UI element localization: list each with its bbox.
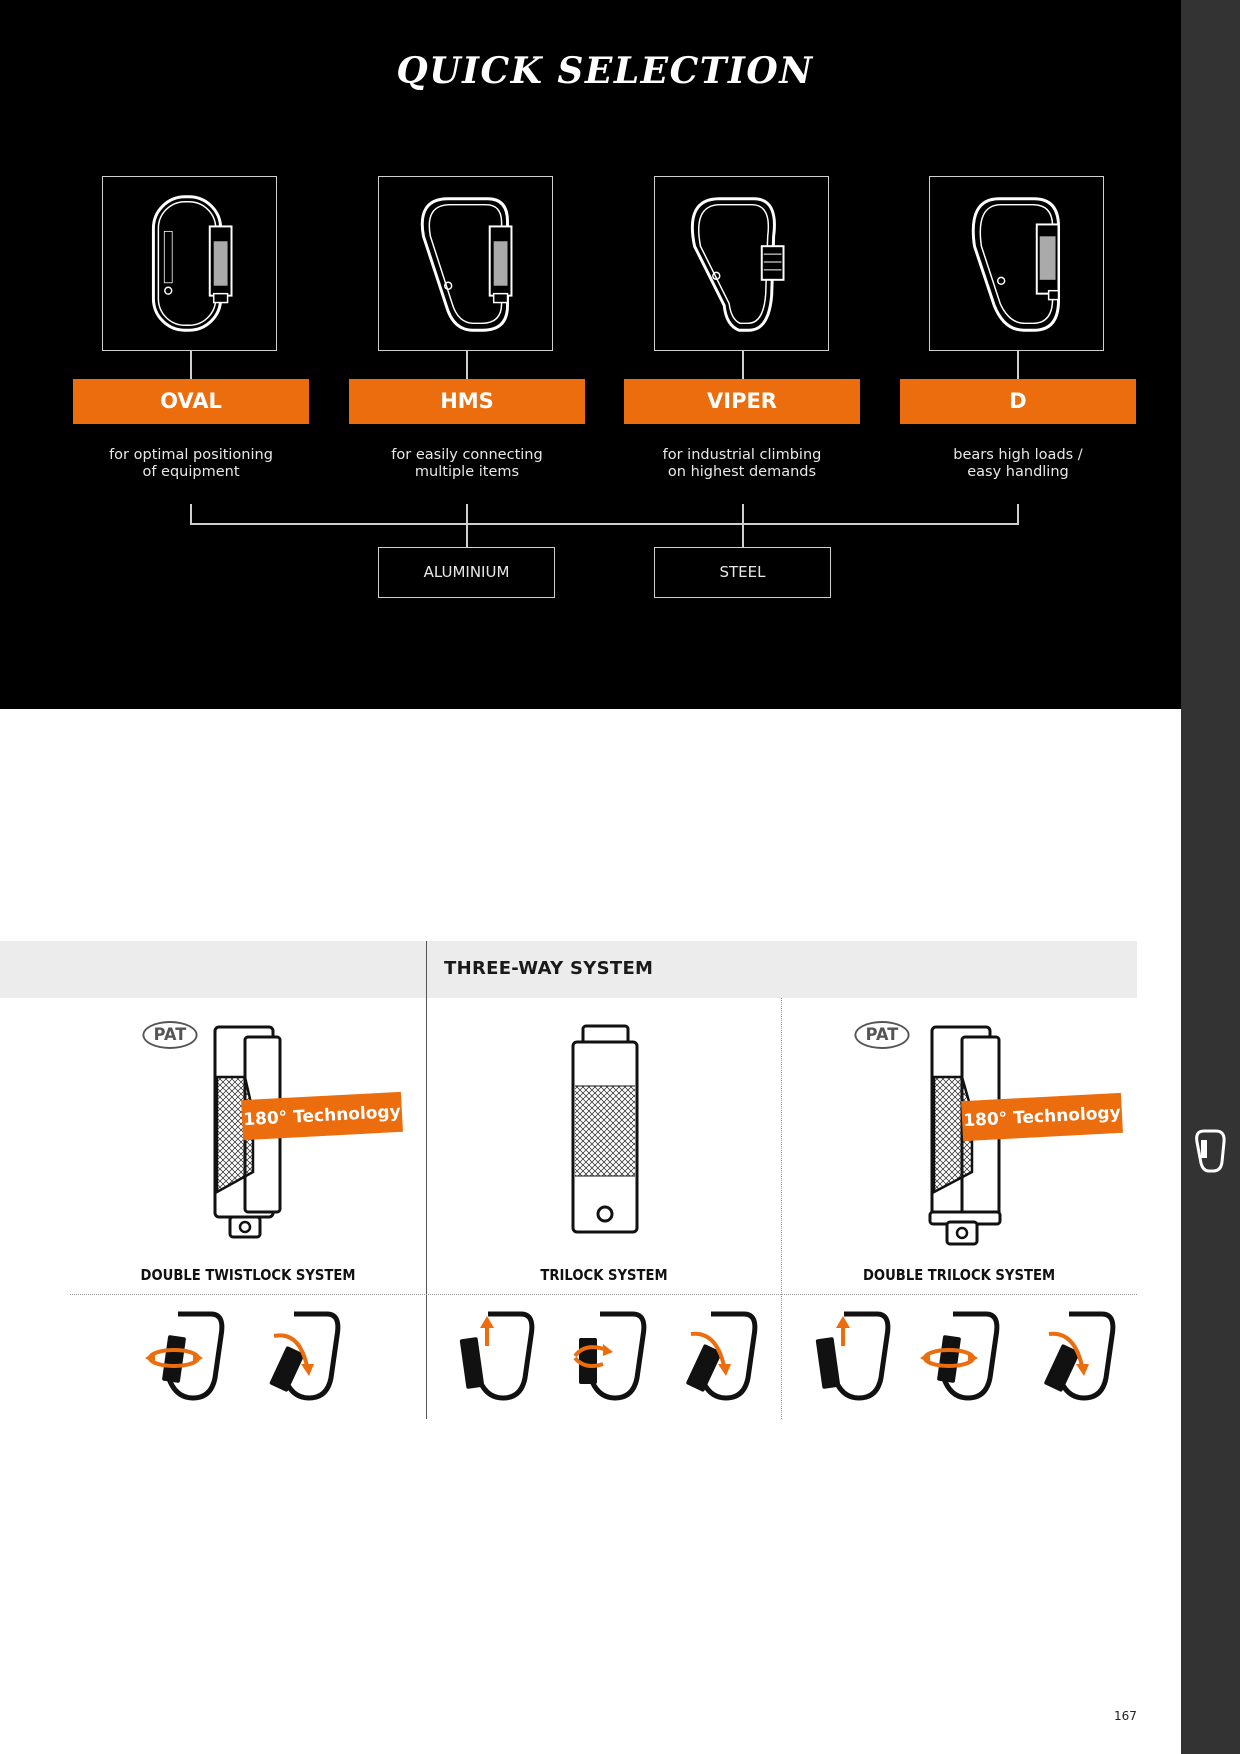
twist-rotate-step-icon xyxy=(918,1306,1008,1406)
patent-badge: PAT xyxy=(854,1021,909,1049)
connector-line xyxy=(742,504,744,547)
d-carabiner-icon xyxy=(929,176,1104,351)
open-swing-step-icon xyxy=(1034,1306,1124,1406)
open-swing-step-icon xyxy=(676,1306,766,1406)
connector-line xyxy=(742,351,744,379)
type-label-d: D xyxy=(900,379,1136,424)
open-swing-step-icon xyxy=(259,1306,349,1406)
connector-line xyxy=(1017,351,1019,379)
description-line: for optimal positioning xyxy=(109,447,273,463)
description-line: multiple items xyxy=(414,464,520,480)
material-steel: STEEL xyxy=(654,547,831,598)
technology-badge: 180° Technology xyxy=(961,1093,1123,1141)
type-description xyxy=(349,447,585,481)
type-description xyxy=(73,447,309,481)
trilock-gate-icon xyxy=(568,1024,642,1239)
hms-carabiner-icon xyxy=(378,176,553,351)
patent-badge: PAT xyxy=(142,1021,197,1049)
type-description xyxy=(900,447,1136,481)
description-line: on highest demands xyxy=(667,464,817,480)
sidebar xyxy=(1181,0,1240,1754)
description-line: bears high loads / xyxy=(953,447,1083,463)
system-label: DOUBLE TWISTLOCK SYSTEM xyxy=(140,1266,356,1284)
connector-line xyxy=(190,351,192,379)
system-label: TRILOCK SYSTEM xyxy=(540,1266,668,1284)
page-title: QUICK SELECTION xyxy=(396,50,814,92)
technology-badge: 180° Technology xyxy=(241,1092,403,1140)
connector-line xyxy=(466,504,468,547)
connector-line xyxy=(466,351,468,379)
description-line: easy handling xyxy=(967,464,1069,480)
column-divider xyxy=(426,941,427,1419)
connector-line xyxy=(190,504,192,524)
material-aluminium: ALUMINIUM xyxy=(378,547,555,598)
description-line: of equipment xyxy=(142,464,240,480)
row-divider xyxy=(70,1294,1137,1295)
slide-up-step-icon xyxy=(809,1306,899,1406)
column-divider xyxy=(781,998,782,1419)
oval-carabiner-icon xyxy=(102,176,277,351)
connector-line xyxy=(190,523,1019,525)
type-label-hms: HMS xyxy=(349,379,585,424)
quick-selection-section xyxy=(0,0,1181,709)
slide-up-step-icon xyxy=(453,1306,543,1406)
viper-carabiner-icon xyxy=(654,176,829,351)
type-label-oval: OVAL xyxy=(73,379,309,424)
description-line: for easily connecting xyxy=(391,447,543,463)
system-label: DOUBLE TRILOCK SYSTEM xyxy=(862,1266,1056,1284)
type-label-viper: VIPER xyxy=(624,379,860,424)
systems-section-title: THREE-WAY SYSTEM xyxy=(444,958,654,979)
description-line: for industrial climbing xyxy=(662,447,822,463)
type-description xyxy=(624,447,860,481)
connector-line xyxy=(1017,504,1019,524)
twist-step-icon xyxy=(565,1306,655,1406)
page-number: 167 xyxy=(1114,1709,1137,1723)
carabiner-icon xyxy=(1194,1128,1228,1174)
twist-rotate-step-icon xyxy=(143,1306,233,1406)
